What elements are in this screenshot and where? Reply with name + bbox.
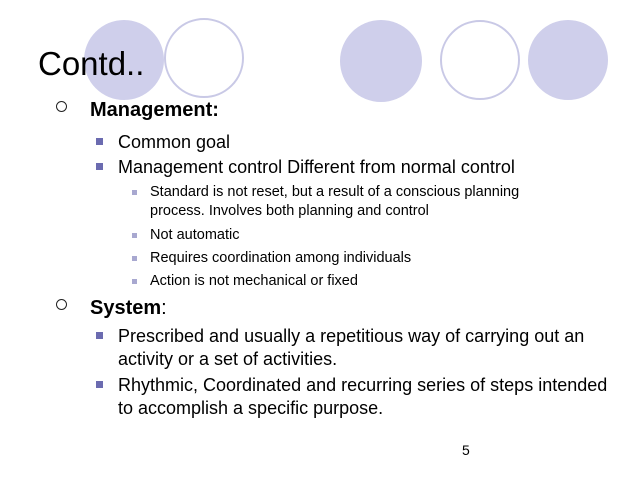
sub-list-item [132,226,562,245]
hollow-bullet-icon [56,299,67,310]
list-item [100,131,610,154]
decor-circle-5 [528,20,608,100]
hollow-bullet-icon [56,101,67,112]
sub-list-item-text: Action is not mechanical or fixed [150,273,358,289]
list-item [100,374,610,420]
small-square-bullet-icon [132,279,137,284]
list-item [100,325,610,371]
section-heading-suffix: : [161,297,167,319]
decor-circle-2 [164,18,244,98]
decor-circle-3 [340,20,422,102]
sub-list-item [132,272,562,291]
section-heading-system [74,296,167,320]
sub-list-item-text: Requires coordination among individuals [150,250,412,266]
square-bullet-icon [96,381,103,388]
list-item-text: Common goal [118,132,231,152]
page-number: 5 [462,442,470,458]
section-heading-text: System [90,297,162,319]
list-item-text: Rhythmic, Coordinated and recurring series of steps intended to accomplish a specific purpose. [118,375,608,418]
small-square-bullet-icon [132,190,137,195]
decor-circle-4 [440,20,520,100]
section-heading-management [74,98,219,122]
sub-list-item-text: Not automatic [150,227,240,243]
list-item [100,156,610,179]
small-square-bullet-icon [132,233,137,238]
section-heading-text: Management: [90,99,219,121]
list-item-text: Management control Different from normal control [118,157,515,177]
square-bullet-icon [96,332,103,339]
square-bullet-icon [96,138,103,145]
slide-title: Contd.. [38,45,145,82]
small-square-bullet-icon [132,256,137,261]
sub-list-item-text: Standard is not reset, but a result of a conscious planning process. Involves both planning and control [150,184,520,219]
square-bullet-icon [96,163,103,170]
sub-list-item [132,183,562,221]
sub-list-item [132,249,562,268]
list-item-text: Prescribed and usually a repetitious way of carrying out an activity or a set of activities. [118,326,585,369]
